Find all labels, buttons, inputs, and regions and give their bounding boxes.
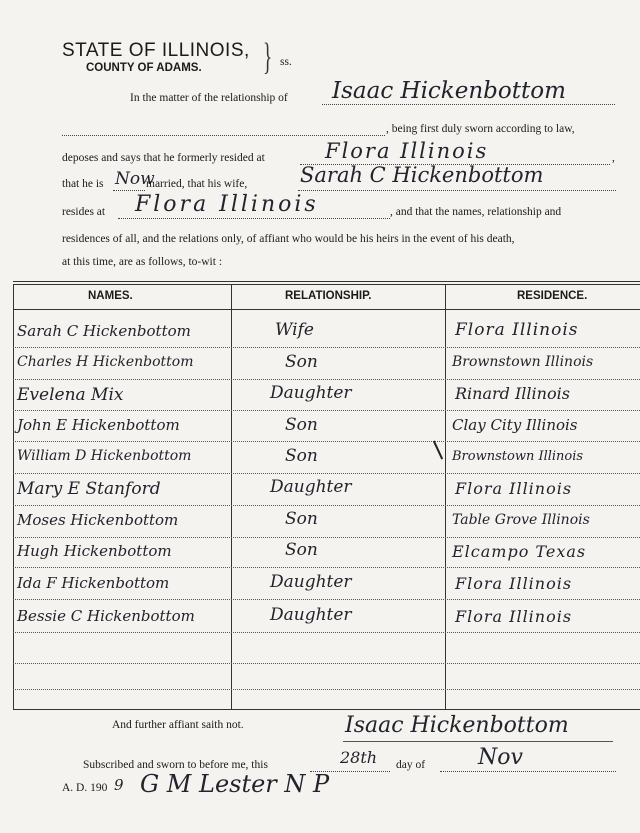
row-rule <box>13 599 640 600</box>
row-rule <box>13 410 640 411</box>
row-0-relationship: Wife <box>275 320 314 340</box>
married-status: Now <box>115 169 155 189</box>
row-7-relationship: Son <box>285 540 318 560</box>
row-8-name: Ida F Hickenbottom <box>17 574 170 592</box>
row-0-residence: Flora Illinois <box>455 320 579 340</box>
row-2-relationship: Daughter <box>270 383 352 403</box>
body-line-8: at this time, are as follows, to-wit : <box>62 256 223 268</box>
row-7-residence: Elcampo Texas <box>452 542 587 561</box>
row-rule <box>13 537 640 538</box>
header-relationship: RELATIONSHIP. <box>285 290 372 302</box>
row-6-relationship: Son <box>285 509 318 529</box>
row-rule <box>13 347 640 348</box>
row-5-relationship: Daughter <box>270 477 352 497</box>
row-4-residence: Brownstown Illinois <box>452 449 584 464</box>
row-2-name: Evelena Mix <box>17 385 124 405</box>
table-col-divider-2 <box>445 285 446 710</box>
that-he-is: that he is <box>62 178 104 190</box>
former-residence: Flora Illinois <box>325 139 489 163</box>
wife-line <box>298 190 616 191</box>
matter-name: Isaac Hickenbottom <box>332 78 566 104</box>
row-rule <box>13 689 640 690</box>
table-left-border <box>13 285 14 710</box>
wife-residence: Flora Illinois <box>135 192 319 217</box>
resides-at: resides at <box>62 206 106 218</box>
ss-label: ss. <box>280 56 292 68</box>
row-rule <box>13 473 640 474</box>
subscribed-text: Subscribed and sworn to before me, this <box>83 759 268 771</box>
row-8-residence: Flora Illinois <box>455 574 573 593</box>
matter-label: In the matter of the relationship of <box>130 92 288 104</box>
row-0-name: Sarah C Hickenbottom <box>17 322 191 340</box>
deposes-text: deposes and says that he formerly resided at <box>62 152 265 164</box>
row-2-residence: Rinard Illinois <box>455 384 570 403</box>
month-value: Nov <box>478 745 523 770</box>
year-digit: 9 <box>114 776 124 794</box>
table-bottom-rule <box>13 709 640 710</box>
day-of-text: day of <box>396 759 426 771</box>
matter-line <box>322 104 615 105</box>
row-9-name: Bessie C Hickenbottom <box>17 607 195 625</box>
table-header-rule <box>13 309 640 310</box>
body-line-7: residences of all, and the relations only, of affiant who would be his heirs in the event of his death, <box>62 233 515 245</box>
row-rule <box>13 505 640 506</box>
affiant-signature-line <box>343 741 613 742</box>
county-heading: COUNTY OF ADAMS. <box>86 62 202 74</box>
row-1-name: Charles H Hickenbottom <box>17 354 194 370</box>
wife-name: Sarah C Hickenbottom <box>300 163 544 187</box>
stray-pen-mark <box>433 441 443 460</box>
names-text: , and that the names, relationship and <box>390 206 562 218</box>
header-residence: RESIDENCE. <box>517 290 588 302</box>
header-names: NAMES. <box>88 290 133 302</box>
row-9-relationship: Daughter <box>270 605 352 625</box>
sworn-text: , being first duly sworn according to law, <box>386 123 575 135</box>
table-top-rule-2 <box>13 284 640 285</box>
table-top-rule <box>13 281 640 282</box>
row-1-residence: Brownstown Illinois <box>452 354 594 370</box>
table-col-divider-1 <box>231 285 232 710</box>
married-text: married, that his wife, <box>146 178 248 190</box>
row-7-name: Hugh Hickenbottom <box>17 542 172 560</box>
row-3-name: John E Hickenbottom <box>17 416 180 434</box>
row-4-relationship: Son <box>285 446 318 466</box>
notary-signature: G M Lester N P <box>140 770 330 798</box>
sworn-line <box>62 135 385 136</box>
row-rule <box>13 663 640 664</box>
row-3-relationship: Son <box>285 415 318 435</box>
month-line <box>440 771 616 772</box>
status-line <box>113 190 145 191</box>
row-5-name: Mary E Stanford <box>17 479 161 499</box>
ad-label: A. D. 190 <box>62 782 108 794</box>
brace-mark: } <box>263 36 273 78</box>
row-8-relationship: Daughter <box>270 572 352 592</box>
row-1-relationship: Son <box>285 352 318 372</box>
row-rule <box>13 632 640 633</box>
comma-1: , <box>612 152 615 164</box>
row-rule <box>13 567 640 568</box>
wife-residence-line <box>118 218 390 219</box>
row-6-residence: Table Grove Illinois <box>452 512 590 528</box>
affiant-signature: Isaac Hickenbottom <box>345 713 569 738</box>
row-4-name: William D Hickenbottom <box>17 448 192 464</box>
day-value: 28th <box>340 748 378 767</box>
state-heading: STATE OF ILLINOIS, <box>62 40 250 61</box>
row-rule <box>13 441 640 442</box>
row-6-name: Moses Hickenbottom <box>17 511 179 529</box>
further-text: And further affiant saith not. <box>112 719 244 731</box>
row-3-residence: Clay City Illinois <box>452 416 578 434</box>
row-9-residence: Flora Illinois <box>455 607 573 626</box>
row-5-residence: Flora Illinois <box>455 479 573 498</box>
row-rule <box>13 379 640 380</box>
